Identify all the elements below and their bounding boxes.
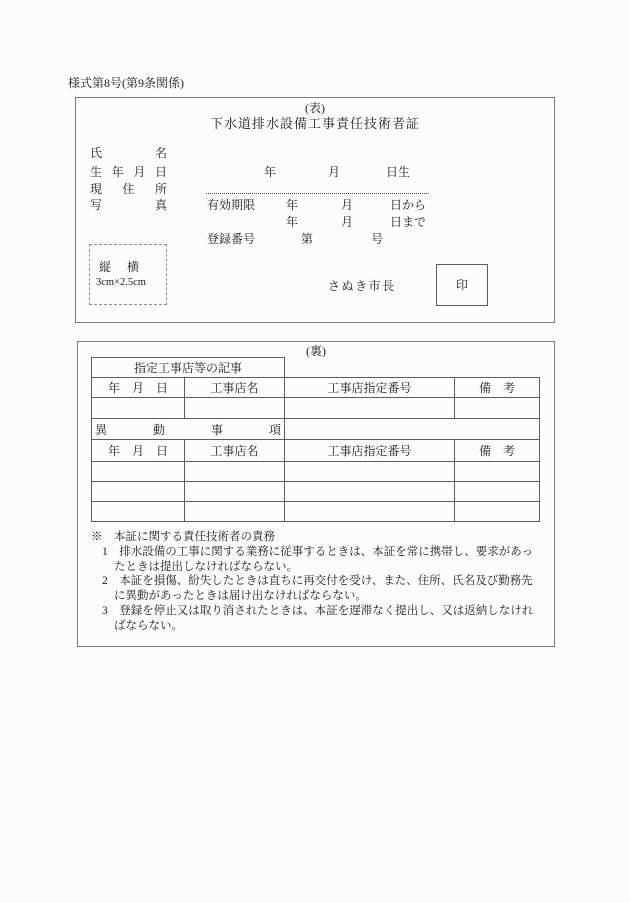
validity-to-day: 日まで: [390, 215, 427, 229]
empty-cell: [185, 398, 285, 419]
table-row: [92, 502, 540, 522]
field-label-photo: 写真: [90, 198, 167, 212]
col-header-shop-name: 工事店名: [185, 378, 285, 398]
validity-from-month: 月: [341, 198, 354, 212]
empty-cell: [92, 482, 185, 502]
column-header-row: [92, 440, 540, 462]
col-header-date: 年 月 日: [92, 378, 185, 398]
col-header-shop-number: 工事店指定番号: [285, 440, 455, 462]
empty-cell: [285, 462, 455, 482]
registration-prefix: 第: [301, 232, 314, 246]
validity-to-month: 月: [341, 215, 354, 229]
empty-cell: [455, 482, 540, 502]
notes-heading: ※ 本証に関する責任技術者の責務: [91, 531, 275, 543]
empty-cell: [455, 398, 540, 419]
empty-cell: [285, 398, 455, 419]
empty-cell: [185, 462, 285, 482]
column-header-row: [92, 378, 540, 398]
empty-cell: [185, 482, 285, 502]
mayor-name: さぬき市長: [328, 279, 396, 293]
birth-day-label: 日生: [386, 165, 411, 179]
col-header-shop-number: 工事店指定番号: [285, 378, 455, 398]
record-table: [91, 357, 540, 522]
col-header-remarks: 備 考: [455, 440, 540, 462]
birth-year-label: 年: [264, 165, 277, 179]
empty-cell: [455, 502, 540, 522]
empty-cell: [285, 419, 540, 440]
field-label-name: 氏名: [90, 146, 167, 160]
change-items-header-cell: 異動事項: [92, 419, 285, 440]
note-line: 3 登録を停止又は取り消されたときは、本証を遅滞なく提出し、又は返納しなけれ: [102, 604, 534, 617]
empty-cell: [92, 462, 185, 482]
dotted-divider: [206, 193, 429, 194]
form-number: 様式第8号(第9条関係): [68, 76, 184, 90]
seal-label: 印: [455, 278, 468, 292]
table-row: [92, 398, 540, 419]
photo-placeholder-box: [89, 244, 167, 305]
seal-box: [436, 264, 488, 306]
change-items-header-row: [92, 419, 540, 440]
notes-section: [91, 530, 546, 634]
validity-from-day: 日から: [390, 198, 427, 212]
front-section: [75, 97, 555, 323]
note-line: 2 本証を損傷、紛失したときは直ちに再交付を受け、また、住所、氏名及び勤務先: [102, 575, 533, 588]
note-line: たときは提出しなければならない。: [114, 560, 298, 573]
back-section: [77, 341, 555, 647]
empty-cell: [92, 398, 185, 419]
validity-label: 有効期限: [207, 198, 256, 212]
registration-suffix: 号: [371, 232, 384, 246]
photo-size-value: 3cm×2.5cm: [96, 277, 146, 288]
note-line: 1 排水設備の工事に関する業務に従事するときは、本証を常に携帯し、要求があっ: [102, 545, 534, 558]
validity-to-year: 年: [286, 215, 299, 229]
col-header-date: 年 月 日: [92, 440, 185, 462]
front-side-label: (表): [305, 101, 325, 115]
col-header-remarks: 備 考: [455, 378, 540, 398]
field-label-address: 現住所: [90, 182, 167, 196]
certificate-title: 下水道排水設備工事責任技術者証: [209, 116, 420, 131]
table-row: [92, 462, 540, 482]
designated-shop-header-cell: 指定工事店等の記事: [92, 358, 285, 378]
empty-cell: [92, 502, 185, 522]
note-line: ばならない。: [114, 619, 183, 632]
registration-label: 登録番号: [207, 232, 256, 246]
note-line: に異動があったときは届け出なければならない。: [114, 590, 367, 603]
empty-cell: [285, 482, 455, 502]
empty-cell: [185, 502, 285, 522]
photo-size-label: 縦 横: [99, 260, 142, 274]
empty-cell: [455, 462, 540, 482]
table-row: [92, 482, 540, 502]
birth-month-label: 月: [328, 165, 341, 179]
empty-cell: [285, 502, 455, 522]
open-cell: [285, 358, 540, 378]
field-label-birthdate: 生年月日: [90, 165, 167, 179]
back-side-label: (裏): [306, 344, 326, 358]
validity-from-year: 年: [286, 198, 299, 212]
col-header-shop-name: 工事店名: [185, 440, 285, 462]
designated-shop-header-row: [92, 358, 540, 378]
